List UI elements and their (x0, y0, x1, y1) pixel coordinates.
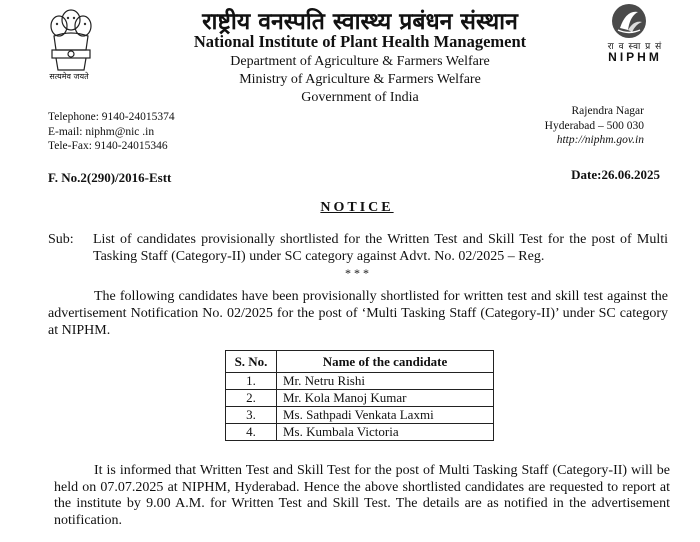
ministry-line: Ministry of Agriculture & Farmers Welfare (239, 72, 481, 87)
email-line: E-mail: niphm@nic .in (48, 125, 155, 138)
national-emblem-icon (46, 6, 96, 80)
row-sno: 2. (226, 390, 277, 407)
niphm-logo-icon (606, 2, 652, 40)
logo-hindi-text: रा व स्वा प्र सं (607, 42, 663, 52)
table-row (226, 390, 494, 407)
notice-heading: NOTICE (320, 200, 394, 215)
subject-block (48, 231, 668, 265)
logo-english-text: NIPHM (608, 50, 662, 64)
notice-date: Date:26.06.2025 (571, 167, 660, 182)
subject-label: Sub: (48, 232, 74, 247)
institute-title-hindi: राष्ट्रीय वनस्पति स्वास्थ्य प्रबंधन संस्थान (202, 9, 518, 35)
contact-right-block (545, 104, 644, 148)
table-row (226, 373, 494, 390)
separator-stars: * * * (345, 266, 369, 280)
telephone-line: Telephone: 9140-24015374 (48, 111, 175, 123)
row-sno: 3. (226, 407, 277, 424)
header-name: Name of the candidate (277, 351, 494, 373)
row-name: Mr. Netru Rishi (277, 373, 494, 390)
website-link[interactable]: http://niphm.gov.in (556, 134, 644, 146)
information-paragraph: It is informed that Written Test and Skill Test for the post of Multi Tasking Staff (Category-II) will be held on 07.07.2025 at NIPHM, Hyderabad. Hence the above shortlisted candidates are requested to report at the institute by 9.00 A.M. for Written Test and Skill Test. The details are as notified in the advertisement notification. (54, 463, 670, 528)
contact-left-block (48, 110, 175, 154)
department-block (120, 53, 600, 107)
file-number: F. No.2(290)/2016-Estt (48, 170, 172, 185)
address-line-2: Hyderabad – 500 030 (544, 119, 644, 132)
emblem-motto: सत्यमेव जयते (49, 72, 89, 81)
table-header-row (226, 351, 494, 373)
telefax-line: Tele-Fax: 9140-24015346 (48, 140, 168, 152)
candidates-table (225, 350, 494, 441)
row-sno: 1. (226, 373, 277, 390)
intro-paragraph: The following candidates have been provisionally shortlisted for written test and skill test against the advertisement Notification No. 02/2025 for the post of ‘Multi Tasking Staff (Category-II)’ under SC category at NIPHM. (48, 289, 668, 338)
table-row (226, 424, 494, 441)
header-sno: S. No. (226, 351, 277, 373)
department-line: Department of Agriculture & Farmers Welfare (230, 54, 490, 69)
subject-text: List of candidates provisionally shortlisted for the Written Test and Skill Test for the post of Multi Tasking Staff (Category-II) under SC category against Advt. No. 02/2025 – Reg. (93, 232, 668, 264)
row-name: Ms. Kumbala Victoria (277, 424, 494, 441)
row-name: Mr. Kola Manoj Kumar (277, 390, 494, 407)
institute-title-english: National Institute of Plant Health Management (193, 32, 527, 51)
row-name: Ms. Sathpadi Venkata Laxmi (277, 407, 494, 424)
row-sno: 4. (226, 424, 277, 441)
government-line: Government of India (301, 90, 419, 105)
address-line-1: Rajendra Nagar (571, 105, 644, 117)
table-row (226, 407, 494, 424)
